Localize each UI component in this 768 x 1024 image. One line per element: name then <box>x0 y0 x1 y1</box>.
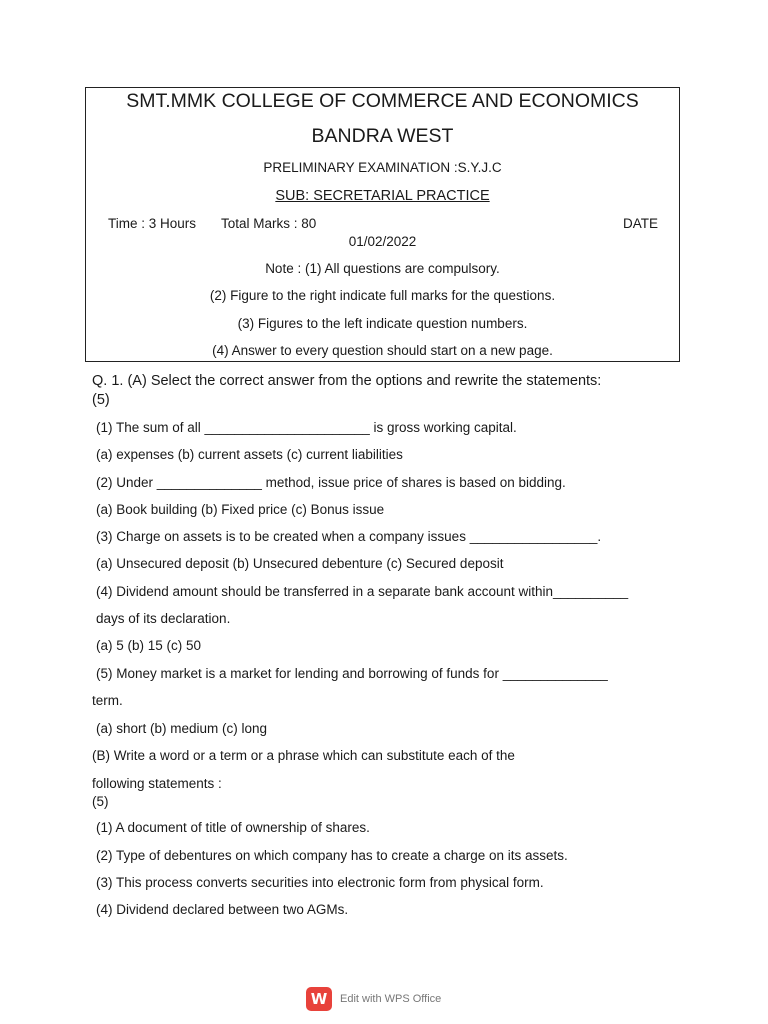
note-3: (3) Figures to the left indicate question numbers. <box>237 316 528 331</box>
q1b-line: (2) Type of debentures on which company has to create a charge on its assets. <box>96 848 568 863</box>
total-marks: Total Marks : 80 <box>221 216 317 231</box>
q1a-line: (a) Book building (b) Fixed price (c) Bonus issue <box>96 502 385 517</box>
college-name: SMT.MMK COLLEGE OF COMMERCE AND ECONOMICS <box>126 90 639 112</box>
wps-office-icon: W <box>306 987 332 1011</box>
wps-edit-text: Edit with WPS Office <box>340 993 442 1005</box>
q1b-line: (1) A document of title of ownership of shares. <box>96 820 370 835</box>
q1a-marks: (5) <box>92 392 110 408</box>
exam-time: Time : 3 Hours <box>108 216 197 231</box>
q1a-line: (a) expenses (b) current assets (c) current liabilities <box>96 447 403 462</box>
q1a-line: (1) The sum of all ______________________ is gross working capital. <box>96 420 517 435</box>
subject-title: SUB: SECRETARIAL PRACTICE <box>275 188 490 204</box>
exam-title: PRELIMINARY EXAMINATION :S.Y.J.C <box>263 160 502 175</box>
q1a-line: (4) Dividend amount should be transferred in a separate bank account within__________ <box>96 584 629 599</box>
q1a-line: (2) Under ______________ method, issue price of shares is based on bidding. <box>96 475 566 490</box>
q1b-heading-line2: following statements : <box>92 776 222 791</box>
q1b-heading-line1: (B) Write a word or a term or a phrase which can substitute each of the <box>92 748 515 763</box>
q1a-line: term. <box>92 693 123 708</box>
q1a-line: (5) Money market is a market for lending and borrowing of funds for ______________ <box>96 666 608 681</box>
q1a-line: days of its declaration. <box>96 611 231 626</box>
q1b-marks: (5) <box>92 794 109 809</box>
wps-edit-link[interactable] <box>306 987 441 1011</box>
q1b-line: (4) Dividend declared between two AGMs. <box>96 902 349 917</box>
q1a-line: (a) Unsecured deposit (b) Unsecured debenture (c) Secured deposit <box>96 556 504 571</box>
q1a-line: (3) Charge on assets is to be created when a company issues _________________. <box>96 529 602 544</box>
college-location: BANDRA WEST <box>311 125 454 147</box>
note-4: (4) Answer to every question should start on a new page. <box>212 343 553 358</box>
note-1: Note : (1) All questions are compulsory. <box>265 261 500 276</box>
q1a-line: (a) 5 (b) 15 (c) 50 <box>96 638 202 653</box>
date-label: DATE <box>622 216 658 231</box>
exam-date: 01/02/2022 <box>348 234 417 249</box>
exam-header-box <box>85 87 680 362</box>
q1a-heading: Q. 1. (A) Select the correct answer from the options and rewrite the statements: <box>92 373 602 389</box>
note-2: (2) Figure to the right indicate full marks for the questions. <box>209 288 556 303</box>
q1b-line: (3) This process converts securities into electronic form from physical form. <box>96 875 544 890</box>
q1a-line: (a) short (b) medium (c) long <box>96 721 268 736</box>
